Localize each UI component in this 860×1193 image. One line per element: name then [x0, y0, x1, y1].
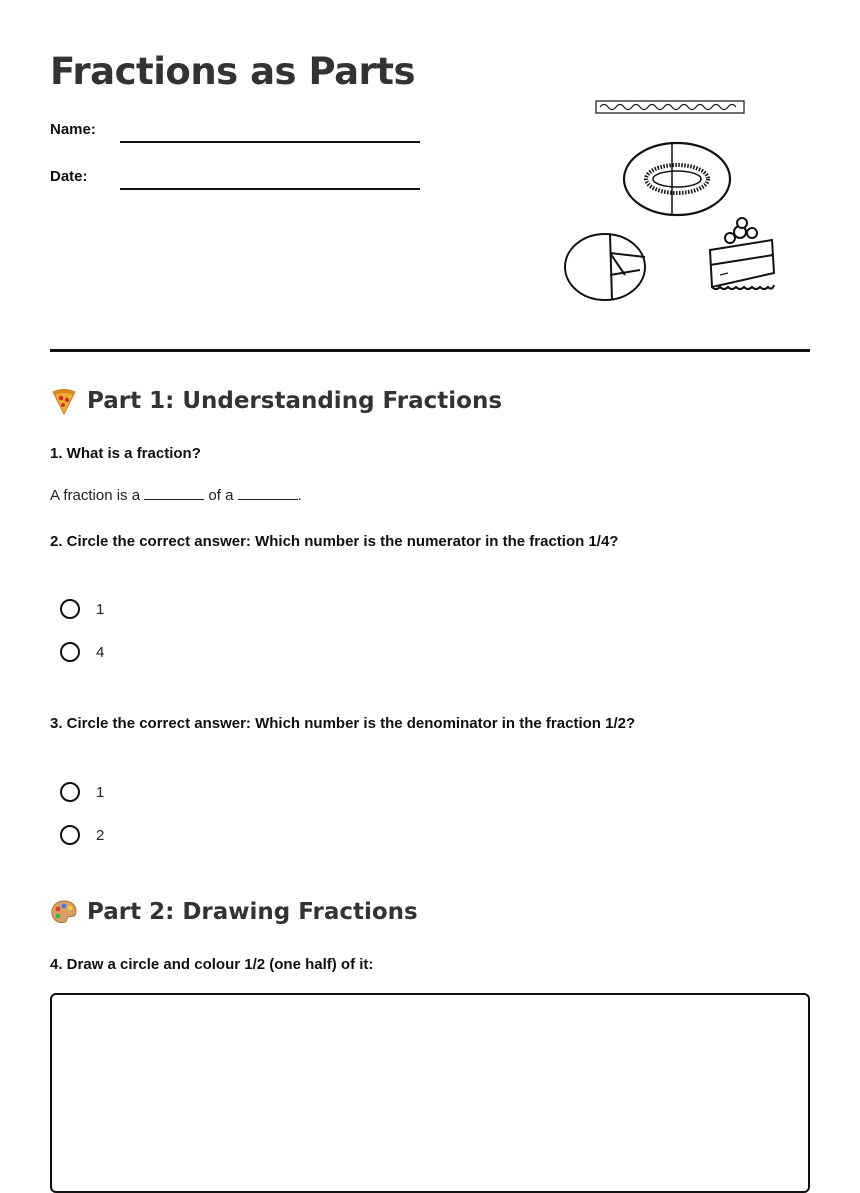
- header-divider: [50, 349, 810, 352]
- option-label: 1: [96, 600, 105, 618]
- answer-circle[interactable]: [60, 825, 80, 845]
- question-2: 2. Circle the correct answer: Which number is the numerator in the fraction 1/4?: [50, 533, 619, 550]
- answer-circle[interactable]: [60, 599, 80, 619]
- decorative-border-strip: [596, 101, 744, 113]
- kiwi-slice-icon: [624, 143, 730, 215]
- q3-option-2[interactable]: [60, 825, 104, 845]
- food-illustration: [560, 95, 800, 310]
- question-3: 3. Circle the correct answer: Which number is the denominator in the fraction 1/2?: [50, 715, 636, 732]
- fill-prefix: A fraction is a: [50, 487, 145, 504]
- drawing-box[interactable]: [50, 993, 810, 1193]
- option-label: 1: [96, 783, 105, 801]
- q2-option-2[interactable]: [60, 642, 104, 662]
- question-1: 1. What is a fraction?: [50, 445, 201, 462]
- name-field: [50, 121, 120, 138]
- date-field: [50, 168, 120, 185]
- pizza-icon: [50, 387, 78, 415]
- part1-title: Part 1: Understanding Fractions: [87, 388, 503, 414]
- part2-heading: [50, 898, 418, 926]
- q2-option-1[interactable]: [60, 599, 104, 619]
- date-label: Date:: [50, 168, 88, 185]
- name-label: Name:: [50, 121, 96, 138]
- part2-title: Part 2: Drawing Fractions: [87, 899, 418, 925]
- blank-1[interactable]: [144, 487, 204, 500]
- question-1-fill-in: [50, 487, 302, 504]
- option-label: 4: [96, 643, 105, 661]
- palette-icon: [50, 898, 78, 926]
- worksheet-title: Fractions as Parts: [50, 50, 416, 93]
- date-line[interactable]: [120, 188, 420, 190]
- question-4: 4. Draw a circle and colour 1/2 (one half) of it:: [50, 956, 374, 973]
- fill-suffix: .: [297, 487, 302, 504]
- answer-circle[interactable]: [60, 642, 80, 662]
- option-label: 2: [96, 826, 105, 844]
- part1-heading: [50, 387, 502, 415]
- fill-middle: of a: [204, 487, 238, 504]
- name-line[interactable]: [120, 141, 420, 143]
- cake-slice-icon: [710, 218, 774, 289]
- pie-chart-sketch-icon: [565, 234, 645, 300]
- q3-option-1[interactable]: [60, 782, 104, 802]
- worksheet-page: [50, 0, 810, 1161]
- blank-2[interactable]: [238, 487, 298, 500]
- answer-circle[interactable]: [60, 782, 80, 802]
